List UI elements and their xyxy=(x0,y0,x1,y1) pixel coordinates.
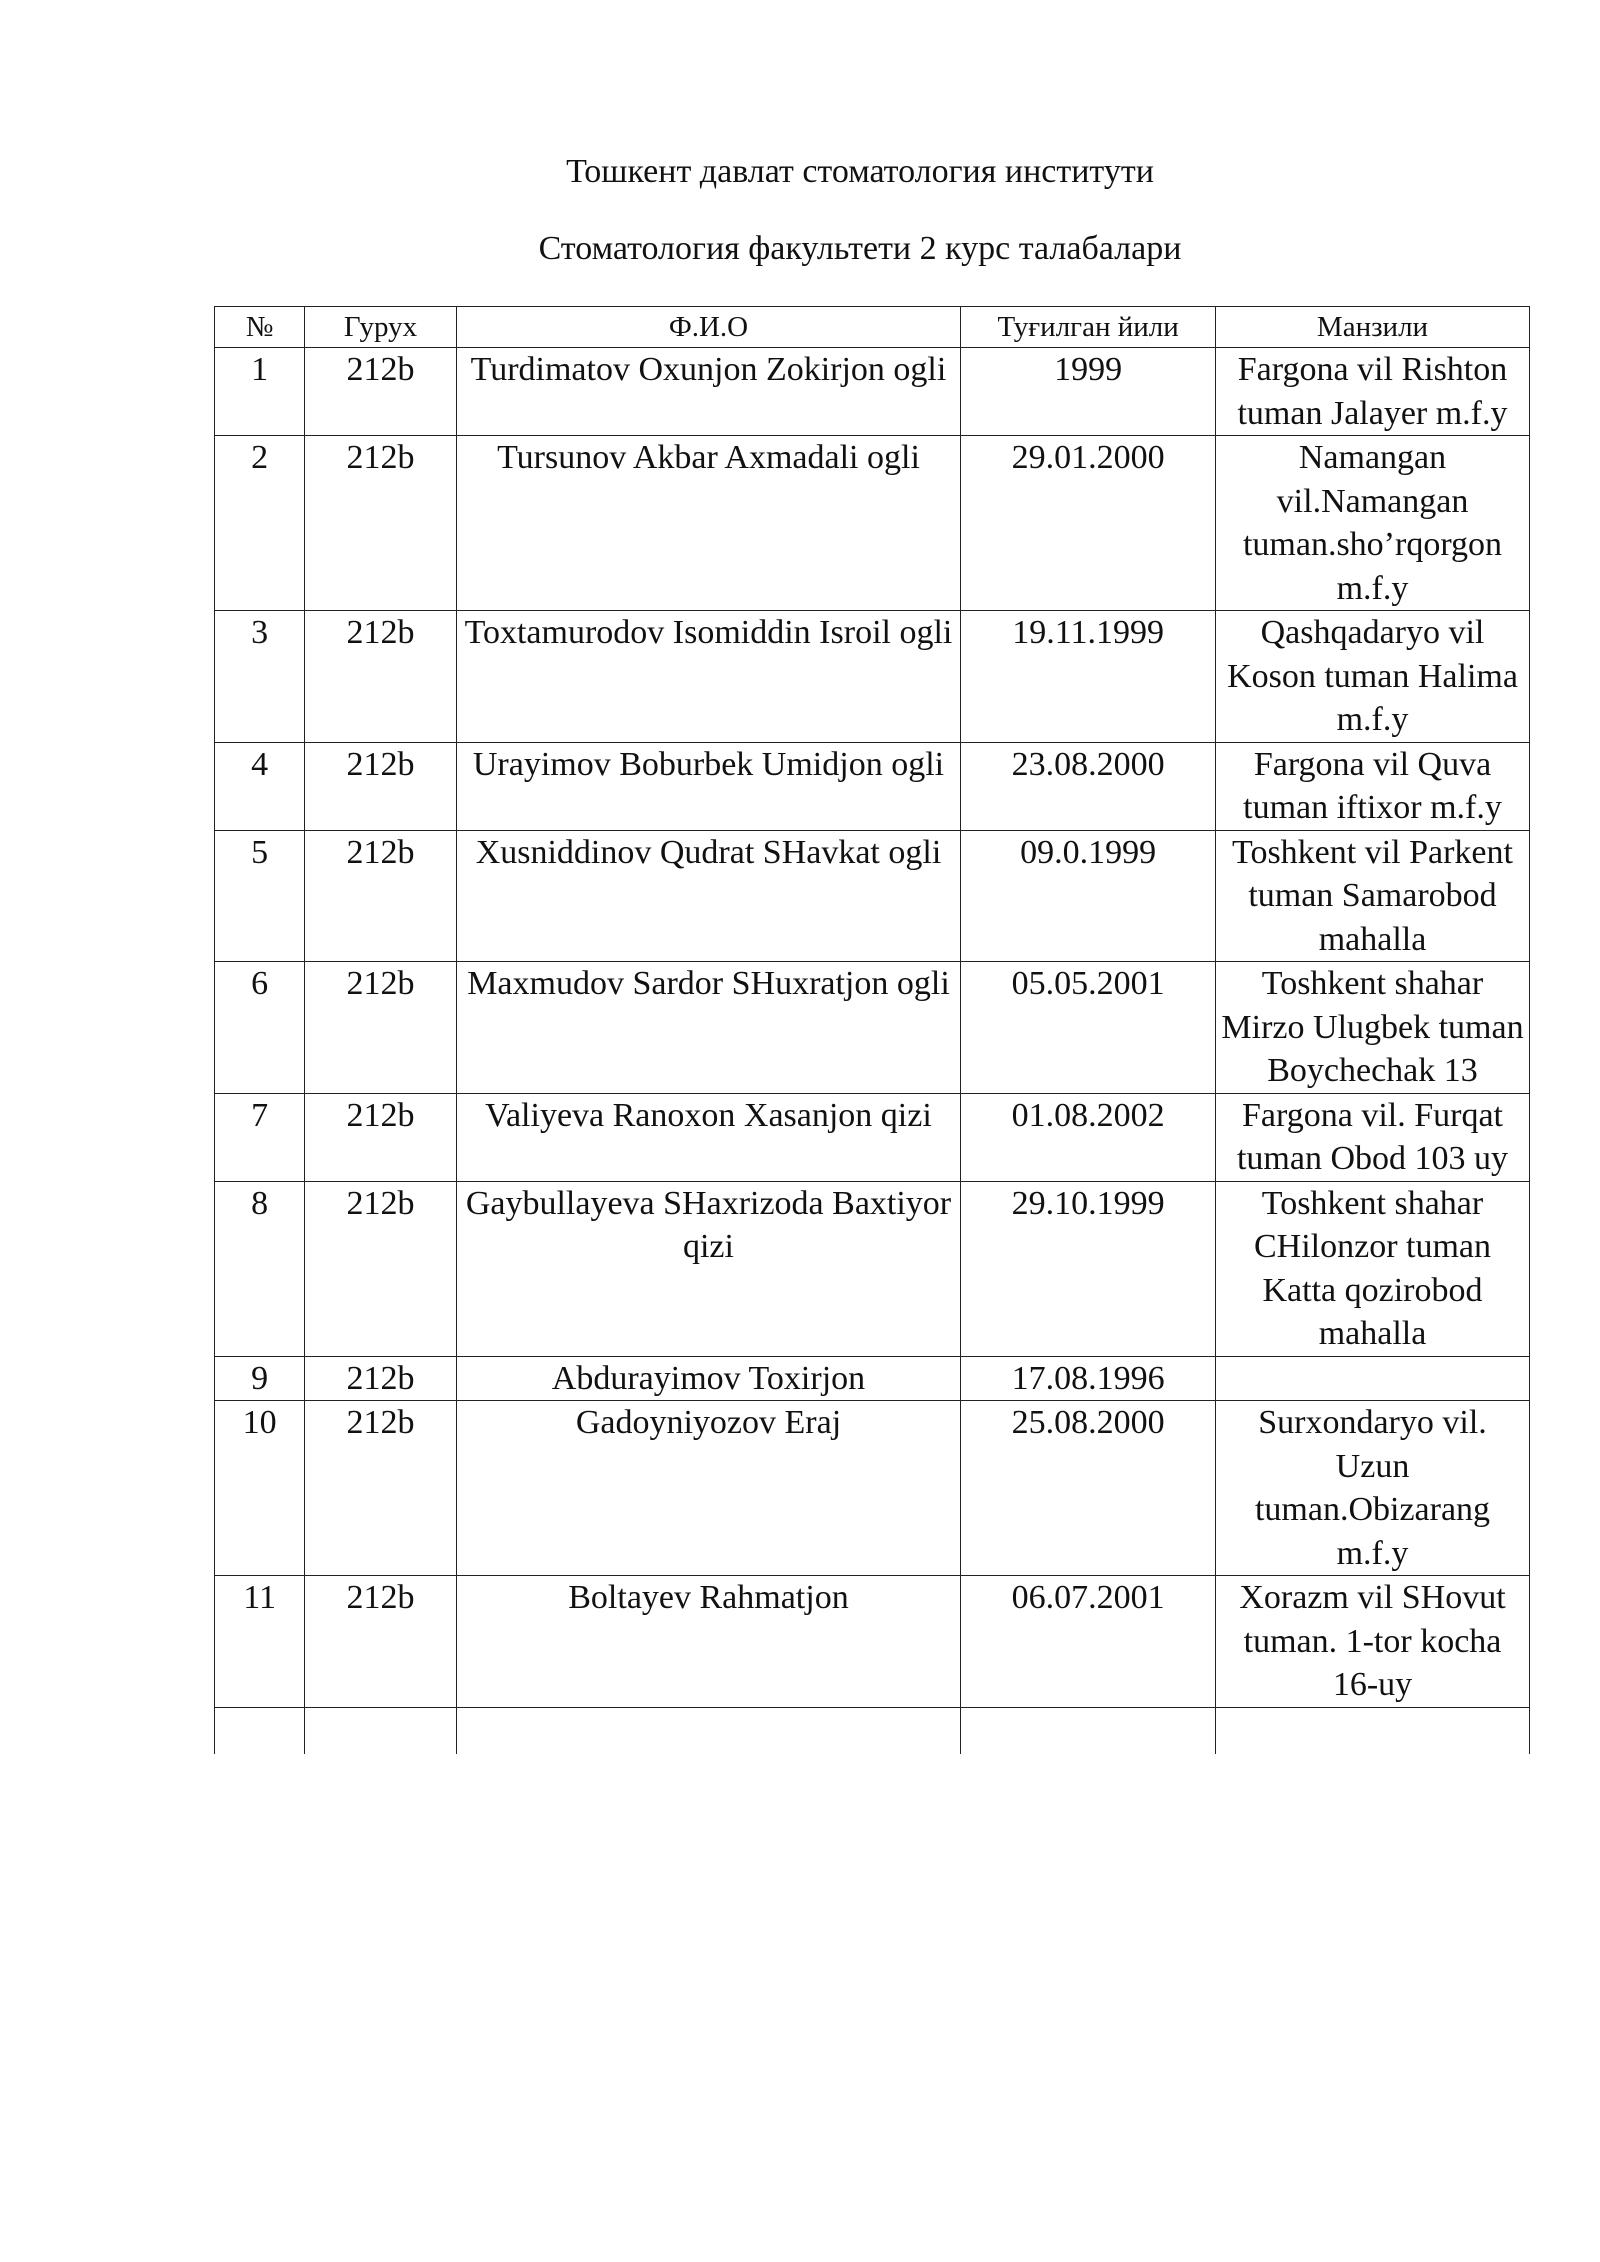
table-row xyxy=(215,611,1530,743)
cell-number: 9 xyxy=(215,1356,305,1401)
col-header-address: Манзили xyxy=(1216,307,1530,348)
empty-cell xyxy=(456,1707,961,1754)
table-row xyxy=(215,1401,1530,1576)
cell-birth-date: 05.05.2001 xyxy=(961,962,1216,1094)
cell-number: 3 xyxy=(215,611,305,743)
cell-group: 212b xyxy=(305,962,456,1094)
table-row xyxy=(215,1356,1530,1401)
students-table xyxy=(214,306,1530,1754)
cell-address: Toshkent shahar Mirzo Ulugbek tuman Boychechak 13 xyxy=(1216,962,1530,1094)
cell-full-name: Boltayev Rahmatjon xyxy=(456,1576,961,1708)
cell-group: 212b xyxy=(305,1093,456,1181)
faculty-subtitle: Стоматология факультети 2 курс талабалари xyxy=(538,230,1182,267)
cell-group: 212b xyxy=(305,1181,456,1356)
cell-address: Namangan vil.Namangan tuman.sho’rqorgon m.f.y xyxy=(1216,436,1530,611)
cell-group: 212b xyxy=(305,830,456,962)
empty-cell xyxy=(305,1707,456,1754)
cell-number: 5 xyxy=(215,830,305,962)
cell-address: Xorazm vil SHovut tuman. 1-tor kocha 16-uy xyxy=(1216,1576,1530,1708)
cell-full-name: Urayimov Boburbek Umidjon ogli xyxy=(456,742,961,830)
cell-group: 212b xyxy=(305,348,456,436)
cell-group: 212b xyxy=(305,436,456,611)
cell-address: Fargona vil Rishton tuman Jalayer m.f.y xyxy=(1216,348,1530,436)
empty-cell xyxy=(1216,1707,1530,1754)
cell-address: Surxondaryo vil. Uzun tuman.Obizarang m.f.y xyxy=(1216,1401,1530,1576)
table-row xyxy=(215,1181,1530,1356)
cell-birth-date: 29.01.2000 xyxy=(961,436,1216,611)
table-row xyxy=(215,830,1530,962)
cell-birth-date: 19.11.1999 xyxy=(961,611,1216,743)
cell-number: 10 xyxy=(215,1401,305,1576)
cell-full-name: Valiyeva Ranoxon Xasanjon qizi xyxy=(456,1093,961,1181)
cell-full-name: Gaybullayeva SHaxrizoda Baxtiyor qizi xyxy=(456,1181,961,1356)
cell-group: 212b xyxy=(305,1356,456,1401)
cell-address: Toshkent shahar CHilonzor tuman Katta qozirobod mahalla xyxy=(1216,1181,1530,1356)
table-body xyxy=(215,348,1530,1754)
cell-birth-date: 01.08.2002 xyxy=(961,1093,1216,1181)
table-row xyxy=(215,1093,1530,1181)
cell-group: 212b xyxy=(305,742,456,830)
table-header-row xyxy=(215,307,1530,348)
empty-table-row xyxy=(215,1707,1530,1754)
table-row xyxy=(215,348,1530,436)
cell-birth-date: 09.0.1999 xyxy=(961,830,1216,962)
table-row xyxy=(215,436,1530,611)
cell-full-name: Turdimatov Oxunjon Zokirjon ogli xyxy=(456,348,961,436)
cell-number: 6 xyxy=(215,962,305,1094)
cell-number: 2 xyxy=(215,436,305,611)
cell-full-name: Abdurayimov Toxirjon xyxy=(456,1356,961,1401)
table-row xyxy=(215,1576,1530,1708)
cell-address: Fargona vil. Furqat tuman Obod 103 uy xyxy=(1216,1093,1530,1181)
col-header-number: № xyxy=(215,307,305,348)
cell-birth-date: 29.10.1999 xyxy=(961,1181,1216,1356)
cell-birth-date: 23.08.2000 xyxy=(961,742,1216,830)
cell-full-name: Gadoyniyozov Eraj xyxy=(456,1401,961,1576)
cell-address: Qashqadaryo vil Koson tuman Halima m.f.y xyxy=(1216,611,1530,743)
cell-address xyxy=(1216,1356,1530,1401)
cell-number: 7 xyxy=(215,1093,305,1181)
table-row xyxy=(215,962,1530,1094)
cell-full-name: Tursunov Akbar Axmadali ogli xyxy=(456,436,961,611)
cell-group: 212b xyxy=(305,1576,456,1708)
cell-birth-date: 25.08.2000 xyxy=(961,1401,1216,1576)
cell-full-name: Xusniddinov Qudrat SHavkat ogli xyxy=(456,830,961,962)
empty-cell xyxy=(215,1707,305,1754)
col-header-group: Гурух xyxy=(305,307,456,348)
col-header-full-name: Ф.И.О xyxy=(456,307,961,348)
table-row xyxy=(215,742,1530,830)
col-header-birth-date: Туғилган йили xyxy=(961,307,1216,348)
cell-number: 4 xyxy=(215,742,305,830)
cell-group: 212b xyxy=(305,1401,456,1576)
institute-title: Тошкент давлат стоматология институти xyxy=(566,153,1154,190)
empty-cell xyxy=(961,1707,1216,1754)
cell-full-name: Maxmudov Sardor SHuxratjon ogli xyxy=(456,962,961,1094)
cell-birth-date: 1999 xyxy=(961,348,1216,436)
cell-address: Fargona vil Quva tuman iftixor m.f.y xyxy=(1216,742,1530,830)
cell-number: 1 xyxy=(215,348,305,436)
cell-number: 11 xyxy=(215,1576,305,1708)
cell-address: Toshkent vil Parkent tuman Samarobod mahalla xyxy=(1216,830,1530,962)
cell-number: 8 xyxy=(215,1181,305,1356)
cell-birth-date: 17.08.1996 xyxy=(961,1356,1216,1401)
cell-group: 212b xyxy=(305,611,456,743)
cell-birth-date: 06.07.2001 xyxy=(961,1576,1216,1708)
cell-full-name: Toxtamurodov Isomiddin Isroil ogli xyxy=(456,611,961,743)
